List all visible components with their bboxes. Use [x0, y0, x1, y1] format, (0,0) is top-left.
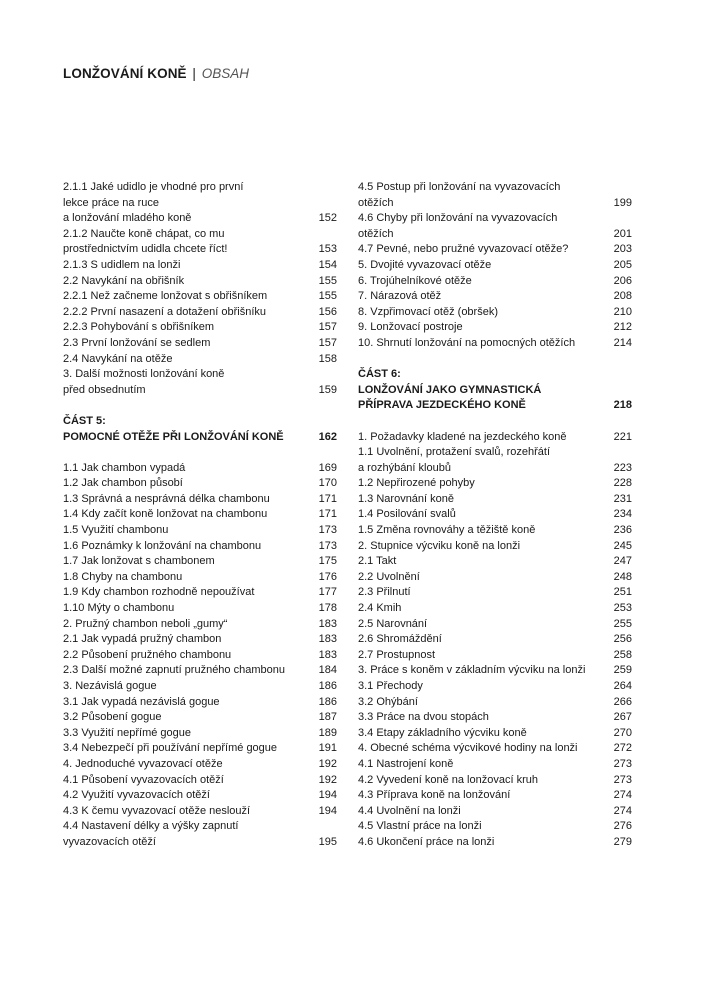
part-label: ČÁST 5: — [63, 414, 106, 427]
toc-entry[interactable] — [358, 258, 632, 274]
toc-entry[interactable] — [358, 617, 632, 633]
page-number: 212 — [613, 321, 632, 334]
entry-title: 2.3 Další možné zapnutí pružného chambonu — [63, 664, 285, 677]
page-number: 194 — [318, 789, 337, 802]
page-number: 210 — [613, 305, 632, 318]
page-number: 279 — [613, 835, 632, 848]
page-number: 274 — [613, 804, 632, 817]
page-number: 270 — [613, 726, 632, 739]
entry-title: 4. Jednoduché vyvazovací otěže — [63, 757, 223, 770]
page-number: 186 — [318, 680, 337, 692]
entry-title: 2.7 Prostupnost — [358, 648, 436, 661]
entry-title: 4.6 Chyby při lonžování na vyvazovacích otěžích — [358, 212, 558, 240]
page-number: 201 — [613, 227, 632, 240]
toc-entry[interactable] — [63, 180, 337, 227]
page-number: 203 — [613, 243, 632, 256]
toc-entry[interactable] — [63, 258, 337, 274]
entry-title: 2.1.2 Naučte koně chápat, co mu prostřednictvím udidla chcete říct! — [63, 227, 228, 256]
toc-entry[interactable] — [63, 523, 337, 539]
toc-entry[interactable] — [358, 523, 632, 539]
entry-title: 2.5 Narovnání — [358, 617, 428, 630]
toc-entry[interactable] — [63, 539, 337, 555]
page-number: 266 — [613, 695, 632, 708]
toc-entry[interactable] — [358, 757, 632, 773]
page-number: 276 — [613, 820, 632, 833]
page-number: 228 — [613, 477, 632, 490]
toc-entry[interactable] — [358, 601, 632, 617]
entry-title: 3.3 Práce na dvou stopách — [358, 711, 489, 724]
toc-entry[interactable] — [358, 554, 632, 570]
running-header — [63, 66, 249, 81]
entry-title: 1.8 Chyby na chambonu — [63, 570, 183, 583]
page-number: 183 — [318, 648, 337, 661]
toc-entry[interactable] — [358, 476, 632, 492]
page-number: 184 — [318, 664, 337, 677]
entry-title: 1.2 Jak chambon působí — [63, 477, 183, 490]
page-number: 234 — [613, 508, 632, 521]
entry-title: 2.2.1 Než začneme lonžovat s obřišníkem — [63, 290, 268, 303]
page-number: 156 — [318, 305, 337, 318]
entry-title: 4.1 Nastrojení koně — [358, 757, 454, 770]
page-number: 152 — [318, 212, 337, 225]
page-number: 253 — [613, 602, 632, 615]
toc-entry[interactable] — [63, 710, 337, 726]
entry-title: 2.4 Navykání na otěže — [63, 352, 173, 365]
toc-entry[interactable] — [63, 476, 337, 492]
entry-title: 2.4 Kmih — [358, 602, 402, 615]
toc-entry[interactable] — [63, 367, 337, 398]
entry-title: 3.1 Přechody — [358, 680, 423, 692]
page-number: 255 — [613, 617, 632, 630]
page-number: 214 — [613, 336, 632, 349]
toc-right-column — [358, 180, 632, 851]
entry-title: 1.4 Kdy začít koně lonžovat na chambonu — [63, 508, 268, 521]
toc-entry[interactable] — [63, 632, 337, 648]
page-number: 272 — [613, 742, 632, 755]
page-number: 194 — [318, 804, 337, 817]
toc-entry[interactable] — [358, 788, 632, 804]
toc-entry[interactable] — [358, 539, 632, 555]
entry-title: 8. Vzpřimovací otěž (obršek) — [358, 305, 498, 318]
page-number: 199 — [613, 196, 632, 209]
page-number: 258 — [613, 648, 632, 661]
page-number: 192 — [318, 757, 337, 770]
toc-entry[interactable] — [63, 336, 337, 352]
toc-entry[interactable] — [63, 461, 337, 477]
toc-entry[interactable] — [358, 695, 632, 711]
toc-list-left-b — [63, 461, 337, 851]
entry-title: 2.2.2 První nasazení a dotažení obřišníku — [63, 305, 267, 318]
toc-entry[interactable] — [63, 663, 337, 679]
entry-title: 1.3 Narovnání koně — [358, 492, 455, 505]
entry-title: 7. Nárazová otěž — [358, 290, 442, 303]
entry-title: 4.2 Využití vyvazovacích otěží — [63, 789, 210, 802]
entry-title: 4.3 Příprava koně na lonžování — [358, 789, 511, 802]
entry-title: 3. Další možnosti lonžování koně před obsednutím — [63, 368, 225, 396]
page-number: 274 — [613, 789, 632, 802]
entry-title: 1.10 Mýty o chambonu — [63, 602, 175, 615]
entry-title: 4.4 Uvolnění na lonži — [358, 804, 461, 817]
toc-entry[interactable] — [358, 211, 632, 242]
toc-left-column — [63, 180, 337, 851]
entry-title: 4.4 Nastavení délky a výšky zapnutí vyvazovacích otěží — [63, 820, 239, 848]
entry-title: 1.5 Změna rovnováhy a těžiště koně — [358, 524, 536, 537]
entry-title: 6. Trojúhelníkové otěže — [358, 274, 472, 287]
page-number: 155 — [318, 274, 337, 287]
toc-entry[interactable] — [358, 430, 632, 446]
page-number: 159 — [318, 383, 337, 396]
entry-title: 1. Požadavky kladené na jezdeckého koně — [358, 430, 567, 443]
page-number: 189 — [318, 726, 337, 739]
toc-entry[interactable] — [358, 741, 632, 757]
toc-entry[interactable] — [358, 663, 632, 679]
spacer — [63, 445, 337, 461]
toc-entry[interactable] — [358, 679, 632, 695]
entry-title: 4.3 K čemu vyvazovací otěže neslouží — [63, 804, 251, 817]
entry-title: 3. Práce s koněm v základním výcviku na lonži — [358, 664, 586, 677]
entry-title: 2.1 Takt — [358, 555, 397, 568]
entry-title: 1.1 Uvolnění, protažení svalů, rozehřátí a rozhýbání kloubů — [358, 446, 550, 474]
entry-title: 9. Lonžovací postroje — [358, 321, 463, 334]
entry-title: 4.7 Pevné, nebo pružné vyvazovací otěže? — [358, 243, 569, 256]
toc-entry[interactable] — [63, 695, 337, 711]
entry-title: 2.3 První lonžování se sedlem — [63, 336, 211, 349]
page-number: 273 — [613, 757, 632, 770]
entry-title: 10. Shrnutí lonžování na pomocných otěžích — [358, 336, 576, 349]
toc-entry[interactable] — [358, 242, 632, 258]
entry-title: 4.1 Působení vyvazovacích otěží — [63, 773, 224, 786]
entry-title: 3. Nezávislá gogue — [63, 680, 157, 692]
toc-entry[interactable] — [63, 601, 337, 617]
toc-entry[interactable] — [63, 352, 337, 368]
spacer — [358, 414, 632, 430]
entry-title: 2.2 Uvolnění — [358, 570, 420, 583]
entry-title: 3.3 Využití nepřímé gogue — [63, 726, 192, 739]
entry-title: 2.3 Přilnutí — [358, 586, 411, 599]
page-number: 223 — [613, 461, 632, 474]
toc-entry[interactable] — [358, 585, 632, 601]
toc-entry[interactable] — [63, 648, 337, 664]
part-title: POMOCNÉ OTĚŽE PŘI LONŽOVÁNÍ KONĚ — [63, 430, 284, 443]
entry-title: 1.3 Správná a nesprávná délka chambonu — [63, 492, 270, 505]
entry-title: 3.2 Působení gogue — [63, 711, 162, 724]
toc-entry[interactable] — [63, 554, 337, 570]
toc-entry[interactable] — [63, 585, 337, 601]
entry-title: 3.4 Nebezpečí při používání nepřímé gogue — [63, 742, 278, 755]
page-number: 169 — [318, 461, 337, 474]
entry-title: 4.5 Postup při lonžování na vyvazovacích otěžích — [358, 181, 561, 209]
section-title: OBSAH — [201, 66, 249, 81]
page-number: 218 — [613, 399, 632, 412]
spacer — [358, 352, 632, 368]
page-number: 176 — [318, 570, 337, 583]
page-number: 170 — [318, 477, 337, 490]
toc-entry[interactable] — [63, 773, 337, 789]
toc-entry[interactable] — [63, 757, 337, 773]
page-number: 221 — [613, 430, 632, 443]
page-number: 205 — [613, 258, 632, 271]
toc-entry[interactable] — [63, 804, 337, 820]
toc-entry[interactable] — [63, 788, 337, 804]
page-number: 177 — [318, 586, 337, 599]
entry-title: 1.6 Poznámky k lonžování na chambonu — [63, 539, 262, 552]
page-number: 157 — [318, 321, 337, 334]
page-number: 173 — [318, 524, 337, 537]
entry-title: 1.1 Jak chambon vypadá — [63, 461, 186, 474]
toc-entry[interactable] — [358, 492, 632, 508]
page-number: 186 — [318, 695, 337, 708]
toc-entry[interactable] — [358, 648, 632, 664]
toc-entry[interactable] — [63, 227, 337, 258]
toc-entry[interactable] — [358, 804, 632, 820]
toc-entry[interactable] — [63, 289, 337, 305]
page-number: 183 — [318, 633, 337, 646]
toc-entry[interactable] — [63, 617, 337, 633]
entry-title: 2.6 Shromáždění — [358, 633, 442, 646]
page-number: 171 — [318, 508, 337, 521]
page-number: 264 — [613, 680, 632, 692]
toc-list-right-a — [358, 180, 632, 352]
page-number: 158 — [318, 352, 337, 365]
toc-entry[interactable] — [63, 819, 337, 850]
entry-title: 3.2 Ohýbání — [358, 695, 418, 708]
toc-entry[interactable] — [358, 320, 632, 336]
entry-title: 2. Pružný chambon neboli „gumy“ — [63, 617, 228, 630]
entry-title: 2.2 Působení pružného chambonu — [63, 648, 232, 661]
toc-entry[interactable] — [63, 726, 337, 742]
entry-title: 2.1.1 Jaké udidlo je vhodné pro první lekce práce na ruce a lonžování mladého koně — [63, 181, 244, 225]
entry-title: 3.1 Jak vypadá nezávislá gogue — [63, 695, 220, 708]
part-label: ČÁST 6: — [358, 368, 401, 381]
toc-entry[interactable] — [358, 383, 632, 414]
entry-title: 1.2 Nepřirozené pohyby — [358, 477, 475, 490]
toc-list-right-b — [358, 430, 632, 851]
toc-entry[interactable] — [63, 305, 337, 321]
page-number: 155 — [318, 290, 337, 303]
page-number: 208 — [613, 290, 632, 303]
part-heading-6 — [358, 367, 632, 414]
entry-title: 1.9 Kdy chambon rozhodně nepoužívat — [63, 586, 255, 599]
page-number: 187 — [318, 711, 337, 724]
page-number: 248 — [613, 570, 632, 583]
entry-title: 1.5 Využití chambonu — [63, 524, 169, 537]
toc-entry[interactable] — [358, 835, 632, 851]
toc-entry[interactable] — [63, 492, 337, 508]
toc-entry[interactable] — [358, 773, 632, 789]
entry-title: 2.2 Navykání na obřišník — [63, 274, 185, 287]
toc-entry[interactable] — [358, 305, 632, 321]
toc-entry[interactable] — [358, 726, 632, 742]
toc-entry[interactable] — [358, 632, 632, 648]
page-number: 206 — [613, 274, 632, 287]
page-number: 236 — [613, 524, 632, 537]
toc-entry[interactable] — [358, 819, 632, 835]
page-number: 247 — [613, 555, 632, 568]
page-number: 175 — [318, 555, 337, 568]
page-number: 157 — [318, 336, 337, 349]
entry-title: 3.4 Etapy základního výcviku koně — [358, 726, 527, 739]
toc-entry[interactable] — [63, 679, 337, 695]
page-number: 153 — [318, 243, 337, 256]
toc-entry[interactable] — [358, 570, 632, 586]
toc-entry[interactable] — [358, 507, 632, 523]
toc-entry[interactable] — [63, 507, 337, 523]
toc-entry[interactable] — [63, 274, 337, 290]
entry-title: 4.2 Vyvedení koně na lonžovací kruh — [358, 773, 538, 786]
toc-entry[interactable] — [358, 180, 632, 211]
header-separator: | — [192, 66, 196, 81]
toc-entry[interactable] — [358, 274, 632, 290]
page-number: 162 — [318, 430, 337, 443]
page-number: 171 — [318, 492, 337, 505]
spacer — [63, 398, 337, 414]
page-number: 178 — [318, 602, 337, 615]
entry-title: 5. Dvojité vyvazovací otěže — [358, 258, 492, 271]
toc-entry[interactable] — [63, 741, 337, 757]
page-number: 259 — [613, 664, 632, 677]
page-number: 173 — [318, 539, 337, 552]
entry-title: 2. Stupnice výcviku koně na lonži — [358, 539, 521, 552]
entry-title: 2.2.3 Pohybování s obřišníkem — [63, 321, 215, 334]
toc-entry[interactable] — [358, 336, 632, 352]
page-number: 192 — [318, 773, 337, 786]
page-number: 183 — [318, 617, 337, 630]
entry-title: 4.6 Ukončení práce na lonži — [358, 835, 495, 848]
page-number: 154 — [318, 258, 337, 271]
part-heading-5 — [63, 414, 337, 445]
entry-title: 1.7 Jak lonžovat s chambonem — [63, 555, 215, 568]
entry-title: 4.5 Vlastní práce na lonži — [358, 820, 482, 833]
book-title: LONŽOVÁNÍ KONĚ — [63, 66, 187, 81]
toc-entry[interactable] — [63, 320, 337, 336]
toc-entry[interactable] — [358, 445, 632, 476]
page-number: 267 — [613, 711, 632, 724]
entry-title: 2.1.3 S udidlem na lonži — [63, 258, 181, 271]
part-title: LONŽOVÁNÍ JAKO GYMNASTICKÁ PŘÍPRAVA JEZDECKÉHO KONĚ — [358, 383, 542, 412]
entry-title: 2.1 Jak vypadá pružný chambon — [63, 633, 222, 646]
toc-entry[interactable] — [358, 710, 632, 726]
page-number: 251 — [613, 586, 632, 599]
page-number: 245 — [613, 539, 632, 552]
entry-title: 1.4 Posilování svalů — [358, 508, 456, 521]
page-number: 273 — [613, 773, 632, 786]
toc-entry[interactable] — [63, 570, 337, 586]
toc-entry[interactable] — [63, 430, 337, 446]
page-number: 256 — [613, 633, 632, 646]
entry-title: 4. Obecné schéma výcvikové hodiny na lonži — [358, 742, 578, 755]
toc-entry[interactable] — [358, 289, 632, 305]
page-number: 195 — [318, 835, 337, 848]
page-number: 191 — [318, 742, 337, 755]
toc-list-left-a — [63, 180, 337, 398]
page-number: 231 — [613, 492, 632, 505]
